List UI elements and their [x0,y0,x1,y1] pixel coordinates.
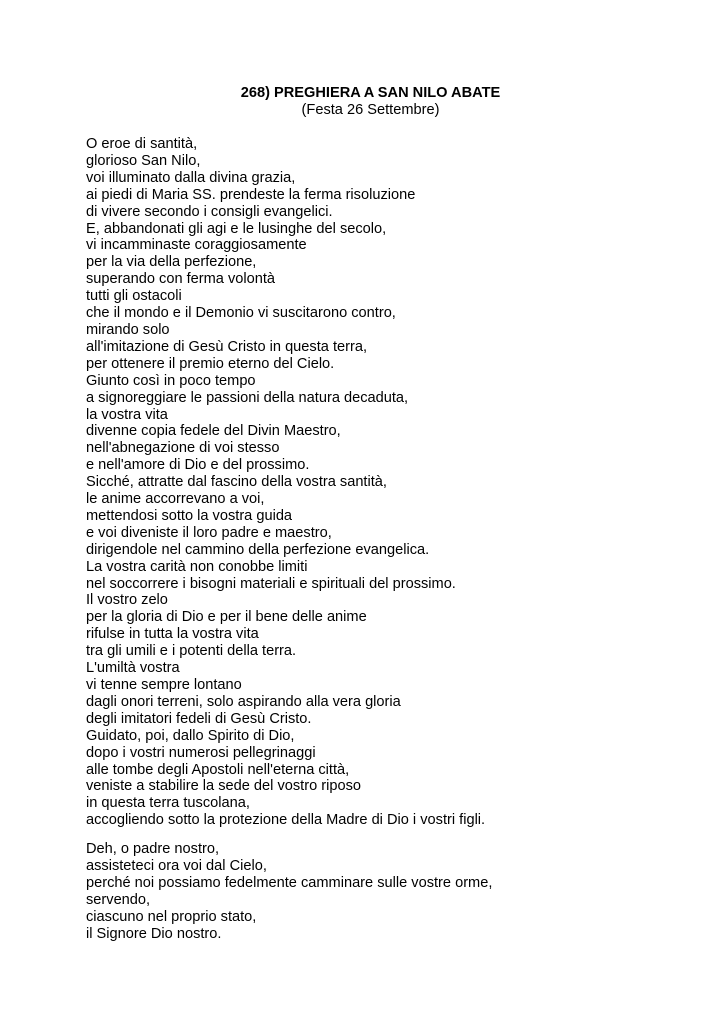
prayer-stanza-2 [86,841,492,942]
prayer-line: per la gloria di Dio e per il bene delle anime [86,609,367,626]
prayer-line: per la via della perfezione, [86,254,257,271]
prayer-line: che il mondo e il Demonio vi suscitarono contro, [86,305,396,322]
page-subtitle: (Festa 26 Settembre) [301,102,440,118]
prayer-line: rifulse in tutta la vostra vita [86,626,259,643]
prayer-line: Sicché, attratte dal fascino della vostra santità, [86,474,387,491]
prayer-line: veniste a stabilire la sede del vostro riposo [86,778,361,795]
prayer-line: La vostra carità non conobbe limiti [86,558,308,575]
prayer-line: vi tenne sempre lontano [86,677,242,693]
prayer-line: Giunto così in poco tempo [86,372,256,389]
prayer-line: assisteteci ora voi dal Cielo, [86,857,267,874]
title-block [0,85,725,119]
prayer-line: e voi diveniste il loro padre e maestro, [86,524,332,541]
prayer-line: dagli onori terreni, solo aspirando alla vera gloria [86,693,401,710]
prayer-line: degli imitatori fedeli di Gesù Cristo. [86,710,312,727]
prayer-line: perché noi possiamo fedelmente camminare sulle vostre orme, [86,874,493,891]
prayer-line: il Signore Dio nostro. [86,925,222,942]
prayer-line: mettendosi sotto la vostra guida [86,507,293,524]
prayer-line: Il vostro zelo [86,592,168,609]
prayer-line: le anime accorrevano a voi, [86,491,265,508]
prayer-line: vi incamminaste coraggiosamente [86,237,307,254]
prayer-line: superando con ferma volontà [86,271,276,288]
prayer-line: alle tombe degli Apostoli nell'eterna città, [86,761,350,778]
prayer-line: E, abbandonati gli agi e le lusinghe del secolo, [86,220,387,237]
prayer-stanza-1 [86,136,485,829]
prayer-line: a signoreggiare le passioni della natura decaduta, [86,389,409,406]
prayer-line: mirando solo [86,321,170,338]
prayer-line: tutti gli ostacoli [86,288,182,305]
prayer-line: voi illuminato dalla divina grazia, [86,169,296,186]
prayer-line: L'umiltà vostra [86,660,180,677]
prayer-line: O eroe di santità, [86,136,198,152]
prayer-line: servendo, [86,891,151,908]
prayer-line: nell'abnegazione di voi stesso [86,440,280,457]
prayer-line: nel soccorrere i bisogni materiali e spirituali del prossimo. [86,575,456,592]
prayer-line: dopo i vostri numerosi pellegrinaggi [86,744,316,761]
prayer-line: per ottenere il premio eterno del Cielo. [86,355,335,372]
prayer-line: accogliendo sotto la protezione della Madre di Dio i vostri figli. [86,812,486,829]
prayer-line: dirigendole nel cammino della perfezione evangelica. [86,541,430,558]
prayer-line: all'imitazione di Gesù Cristo in questa terra, [86,338,368,355]
prayer-line: divenne copia fedele del Divin Maestro, [86,423,341,440]
prayer-line: Guidato, poi, dallo Spirito di Dio, [86,727,295,744]
prayer-line: glorioso San Nilo, [86,152,201,169]
prayer-line: tra gli umili e i potenti della terra. [86,643,297,660]
prayer-line: ciascuno nel proprio stato, [86,908,257,925]
prayer-line: e nell'amore di Dio e del prossimo. [86,457,310,474]
page-title: 268) PREGHIERA A SAN NILO ABATE [240,85,501,101]
prayer-line: Deh, o padre nostro, [86,841,220,857]
prayer-line: ai piedi di Maria SS. prendeste la ferma risoluzione [86,186,416,203]
prayer-line: di vivere secondo i consigli evangelici. [86,203,333,220]
prayer-line: la vostra vita [86,406,168,423]
prayer-line: in questa terra tuscolana, [86,795,250,812]
